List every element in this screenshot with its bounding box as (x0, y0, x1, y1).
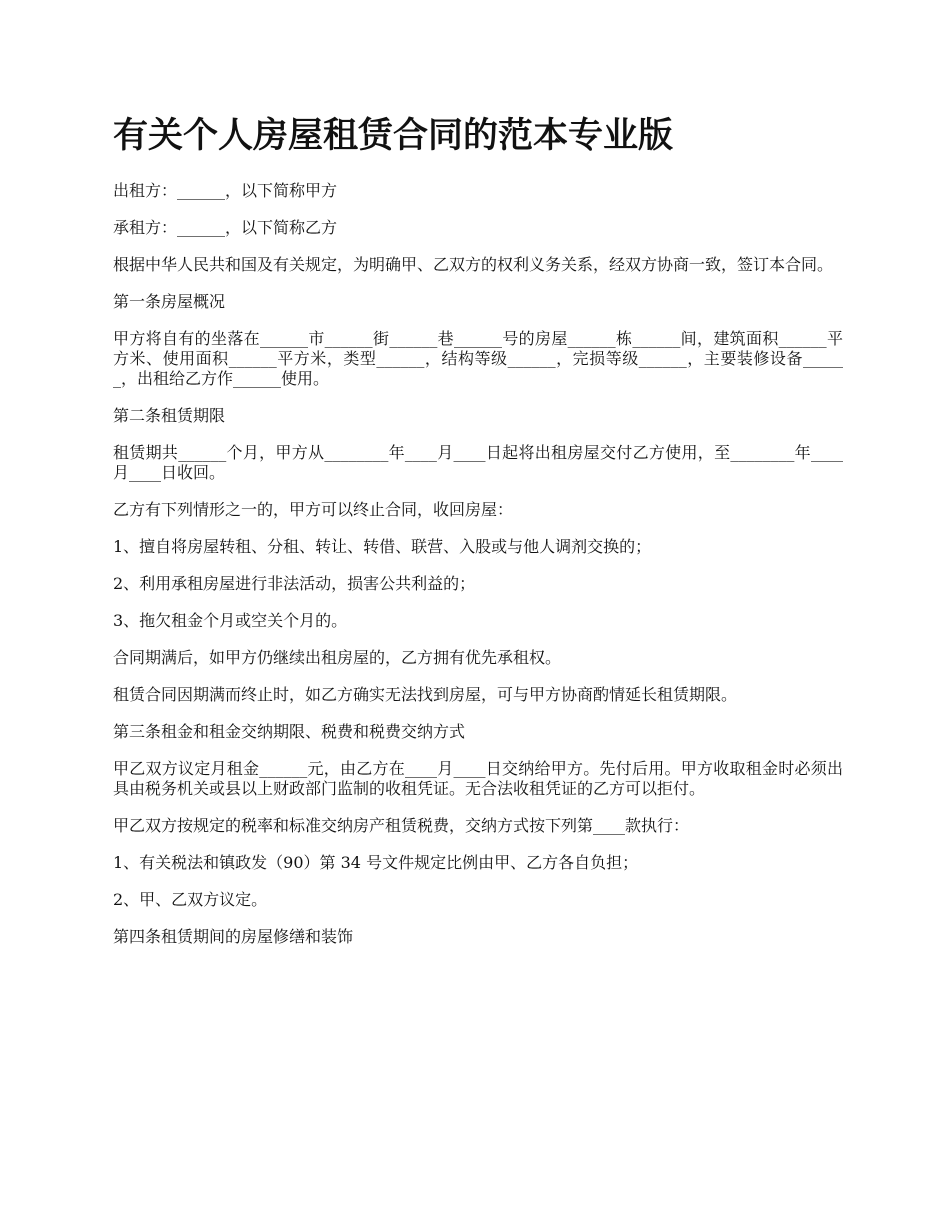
tax-paragraph: 甲乙双方按规定的税率和标准交纳房产租赁税费，交纳方式按下列第____款执行： (113, 816, 690, 835)
article-1-heading: 第一条房屋概况 (113, 292, 226, 311)
lease-term-paragraph: 租赁期共______个月，甲方从________年____月____日起将出租房屋交付乙方使用，至________年____月____日收回。 (113, 443, 843, 482)
tax-item-1: 1、有关税法和镇政发（90）第 34 号文件规定比例由甲、乙方各自负担； (113, 853, 639, 872)
extension-paragraph: 租赁合同因期满而终止时，如乙方确实无法找到房屋，可与甲方协商酌情延长租赁期限。 (113, 685, 738, 704)
rent-payment-paragraph: 甲乙双方议定月租金______元，由乙方在____月____日交纳给甲方。先付后用。甲方收取租金时必须出具由税务机关或县以上财政部门监制的收租凭证。无合法收租凭证的乙方可以拒付。 (113, 759, 843, 798)
article-2-heading: 第二条租赁期限 (113, 406, 226, 425)
lessee-line: 承租方：______，以下简称乙方 (113, 218, 338, 237)
termination-item-3: 3、拖欠租金个月或空关个月的。 (113, 611, 348, 630)
termination-item-2: 2、利用承租房屋进行非法活动，损害公共利益的； (113, 574, 476, 593)
document-page (113, 112, 843, 964)
preamble-paragraph: 根据中华人民共和国及有关规定，为明确甲、乙双方的权利义务关系，经双方协商一致，签订本合同。 (113, 255, 834, 274)
article-3-heading: 第三条租金和租金交纳期限、税费和税费交纳方式 (113, 722, 466, 741)
article-1-body: 甲方将自有的坐落在______市______街______巷______号的房屋______栋______间，建筑面积______平方米、使用面积______平方米，类型______，结构等级______，完损等级______，主要装修设备______，出租给乙方作______使用。 (113, 329, 843, 388)
renewal-priority-paragraph: 合同期满后，如甲方仍继续出租房屋的，乙方拥有优先承租权。 (113, 648, 562, 667)
termination-item-1: 1、擅自将房屋转租、分租、转让、转借、联营、入股或与他人调剂交换的； (113, 537, 652, 556)
article-4-heading: 第四条租赁期间的房屋修缮和装饰 (113, 927, 354, 946)
lessor-line: 出租方：______，以下简称甲方 (113, 181, 338, 200)
document-title: 有关个人房屋租赁合同的范本专业版 (113, 115, 674, 156)
tax-item-2: 2、甲、乙双方议定。 (113, 890, 268, 909)
termination-intro: 乙方有下列情形之一的，甲方可以终止合同，收回房屋： (113, 500, 514, 519)
